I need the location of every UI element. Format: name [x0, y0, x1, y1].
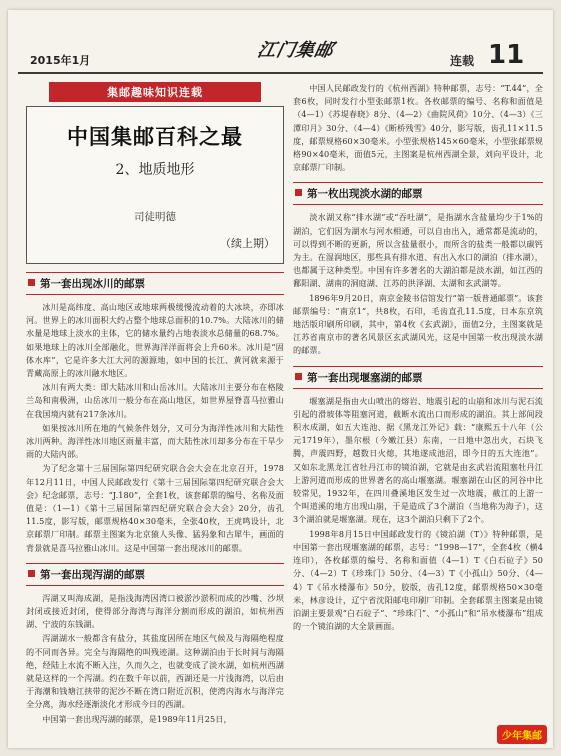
- publication-name: 江门集邮: [255, 40, 336, 61]
- section-marker-icon: [295, 189, 302, 196]
- section-heading-lagoon: [26, 563, 284, 586]
- page-number: 11: [488, 40, 525, 70]
- paragraph: 泻湖又叫海成湖，是指浅海湾因湾口被淤沙淤积而成的沙嘴、沙坝封闭或接近封闭，使得部分海湾与海洋分割而形成的湖泊，如杭州西湖、宁波的东钱湖。: [26, 592, 284, 630]
- author-name: 司徒明德: [134, 211, 176, 223]
- magazine-logo: 少年集邮: [497, 725, 547, 744]
- section-title: 第一套出现泻湖的邮票: [40, 568, 145, 581]
- issue-date: 2015年1月: [30, 54, 91, 67]
- paragraph: 1998年8月15日中国邮政发行的《镜泊湖（T）》特种邮票，是中国第一套出现堰塞湖的邮票，志号：“1998—17”，全套4枚（横4连印），各枚邮票的编号、名称和面值（4—1）T《白石砬子》50分、（4—2）T《珍珠门》50分、（4—3）T《小孤山》50分、（4—4）T《吊水楼瀑布》50分，胶版，齿孔12度，邮票规格50×30毫米，林彦设计，辽宁省沈阳邮电印刷厂印制。全套邮票主图案是由镜泊湖主要景观“白石砬子”、“珍珠门”、“小孤山”和“吊水楼瀑布”组成的一个镜泊湖的大全景画面。: [293, 528, 543, 632]
- section-heading-glacier: [26, 272, 284, 295]
- paragraph: 堰塞湖是指由火山喷出的熔岩、地震引起的山崩和冰川与泥石流引起的滑坡体等阻塞河道，截断水流出口而形成的湖泊。其上部间段积水成湖，如五大连池、据《黑龙江外记》载：“康熙五十八年（公元1719年），墨尔根（今嫩江县）东南，一日地中忽出火，石块飞腾，声震四野，越数日火熄，其地遂成池沼，即今日的五大连池”。又如东北黑龙江省牡丹江市的镜泊湖，它就是由玄武岩流阻塞牡丹江上游河道而形成的世界著名的高山堰塞湖。堰塞湖在山区的河谷中比较常见，1932年，在四川叠溪地区发生过一次地震，截江的上游一个叫道溪的地方出现山崩，于是造成了3个湖泊（当地称为海子），这3个湖泊就是堰塞湖。现在，这3个湖泊只剩下了2个。: [293, 395, 543, 525]
- paragraph: 冰川是高纬度、高山地区或地球两极缓慢流动着的大冰块，亦即冰河。世界上的冰川面积大约占整个地球总面积的10.7%。大陆冰川的储水量是地球上淡水的主体，它的储水量约占地表淡水总储量的68.7%。如果地球上的冰川全部融化，世界海洋洋面将会上升60米。冰川是“固体水库”，它是许多大江大河的源源地，如中国的长江、黄河就来源于青藏高原上的冰川融水地区。: [26, 302, 284, 379]
- series-banner: 集邮趣味知识连载: [49, 82, 261, 102]
- page-header: [18, 14, 543, 76]
- paragraph: 如果按冰川所在地的气候条件划分，又可分为海洋性冰川和大陆性冰川两种。海洋性冰川地区雨量丰富，而大陆性冰川却多分布在干旱少雨的大陆内部。: [26, 422, 284, 460]
- section-heading-freshwater-lake: [293, 182, 543, 205]
- paragraph: 为了纪念第十三届国际第四纪研究联合会大会在北京召开，1978年12月11日，中国人民邮政发行《第十三届国际第四纪研究联合会大会》纪念邮票，志号：“J.180”，全套1枚，该套邮票的编号、名称及面值是：（1—1）《第十三届国际第四纪研究联合会大会》20分，齿孔11.5度，影写版，邮票规格40×30毫米，全张40枚，王虎鸣设计，北京邮票厂印制。邮票主图案为北京猿人头像、猛犸象和古犀牛，画面的背景就是喜马拉雅山冰川。这是中国第一套出现冰川的邮票。: [26, 463, 284, 553]
- paragraph: 中国第一套出现泻湖的邮票，是1989年11月25日，: [42, 713, 232, 724]
- paragraph: 冰川有两大类：即大陆冰川和山岳冰川。大陆冰川主要分布在格陵兰岛和南极洲，山岳冰川一般分布在高山地区，如世界屋脊喜马拉雅山在我国境内就有217条冰川。: [26, 382, 284, 419]
- article-title: 中国集邮百科之最: [67, 124, 243, 149]
- section-heading-barrier-lake: [293, 366, 543, 389]
- paragraph: 1896年9月20日，南京金陵书信馆发行“第一版普通邮票”。该套邮票编号：“南京1”，共8枚，石印，毛齿直孔11.5度，日本东京筑地活版印刷所印刷，其中，第4枚《玄武湖》，面值2分，主图案就是江苏省南京市的著名风景区玄武湖风光，这是中国第一枚出现淡水湖的邮票。: [293, 292, 543, 356]
- section-marker-icon: [295, 373, 302, 380]
- serial-label: 连载: [450, 54, 475, 68]
- section-title: 第一套出现堰塞湖的邮票: [307, 371, 423, 384]
- paragraph: 中国人民邮政发行的《杭州西湖》特种邮票，志号：“T.44”，全套6枚，同时发行小型张邮票1枚。各枚邮票的编号、名称和面值是（4—1）《苏堤春晓》8分、（4—2）《曲院风荷》10分、（4—3）《三潭印月》30分、（4—4）《断桥残雪》40分，影写版，齿孔11×11.5度，邮票规格60×30毫米。小型张规格145×60毫米，小型张邮票规格90×40毫米，面值5元，主图案是杭州西湖全景，刘向平设计，北京邮票厂印制。: [293, 83, 543, 173]
- section-marker-icon: [28, 570, 35, 577]
- section-title: 第一枚出现淡水湖的邮票: [307, 188, 423, 201]
- right-column: [293, 82, 543, 634]
- header-divider: [18, 72, 543, 74]
- left-column: [26, 82, 284, 727]
- section-marker-icon: [28, 279, 35, 286]
- paragraph: 泻湖湖水一般都含有盐分，其盐度因所在地区气候及与海隔绝程度的不同而各异。完全与海隔绝的叫残迹湖。这种湖泊由于长时间与海隔绝，经陆上水流不断入注，久而久之，也就变成了淡水湖，如杭州西湖就是这样的一个泻湖。约在数千年以前，西湖还是一片浅海湾，以后由于海潮和钱塘江挟带的泥沙不断在湾口附近沉积，使湾内海水与海洋完全分离，海水经逐渐淡化才形成今日的西湖。: [26, 633, 284, 710]
- paragraph: 淡水湖又称“排水湖”或“吞吐湖”，是指湖水含盐量均少于1%的湖泊，它们因为湖水与河水相通，可以自由出入，通常都是流动的，可以得到不断的更新，所以含盐量很小，而所含的盐类一般都以碳钙为主。在湿润地区，那些具有排水道、有出入水口的湖泊（排水湖），也都属于这种类型。中国有许多著名的大湖泊都是淡水湖，如江西的鄱阳湖、湖南的洞庭湖、江苏的洪泽湖、太湖和玄武湖等。: [293, 212, 543, 289]
- continued-note: （续上期）: [220, 237, 275, 250]
- magazine-page: [8, 10, 553, 748]
- article-subtitle: 2、地质地形: [115, 162, 195, 178]
- section-title: 第一套出现冰川的邮票: [40, 278, 145, 290]
- article-title-box: [26, 106, 284, 264]
